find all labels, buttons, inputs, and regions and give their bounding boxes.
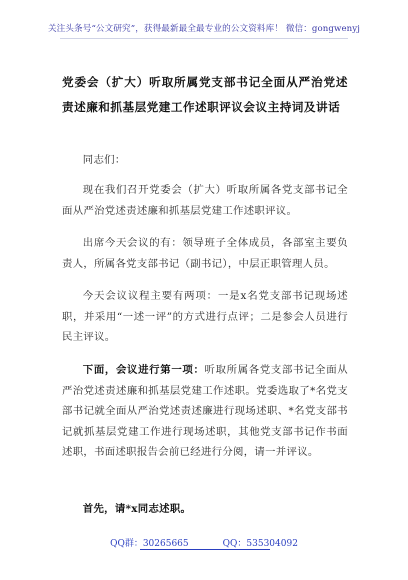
paragraph-first-item [62,360,348,463]
agenda-body: 听取所属各党支部书记全面从严治党述责述廉和抓基层党建工作述职。党委选取了*名党支部书记就全面从严治党述责述廉进行现场述职、*名党支部书记就抓基层党建工作进行现场述职，其他党支部书记作书面述职，书面述职报告会前已经进行分阅，请一并评议。 [62,364,348,458]
qq-group-link[interactable]: QQ群：30265665 [110,539,189,549]
paragraph-opening: 现在我们召开党委会（扩大）听取所属各党支部书记全面从严治党述责述廉和抓基层党建工作述职评议。 [62,184,348,217]
paragraph-agenda: 今天会议议程主要有两项：一是x名党支部书记现场述职，并采用“一述一评”的方式进行点评；二是参会人员进行民主评议。 [62,290,348,343]
agenda-lead: 下面，会议进行第一项： [82,364,205,376]
paragraph-attendees: 出席今天会议的有：领导班子全体成员，各部室主要负责人，所属各党支部书记（副书记），中层正职管理人员。 [62,237,348,270]
footer-underline [140,549,270,550]
document-title: 党委会（扩大）听取所属党支部书记全面从严治党述责述廉和抓基层党建工作述职评议会议主持词及讲话 [62,75,348,114]
header-divider [60,38,348,39]
salutation: 同志们： [82,154,126,166]
footer-contact [0,536,408,549]
first-speaker-text: 首先，请*x同志述职。 [82,503,192,515]
header-banner: 关注头条号“公文研究”，获得最新最全最专业的公文资料库！ 微信：gongwenyj [47,24,361,34]
paragraph-first-speaker [62,499,348,520]
qq-contact-link[interactable]: QQ：535304092 [222,539,298,549]
